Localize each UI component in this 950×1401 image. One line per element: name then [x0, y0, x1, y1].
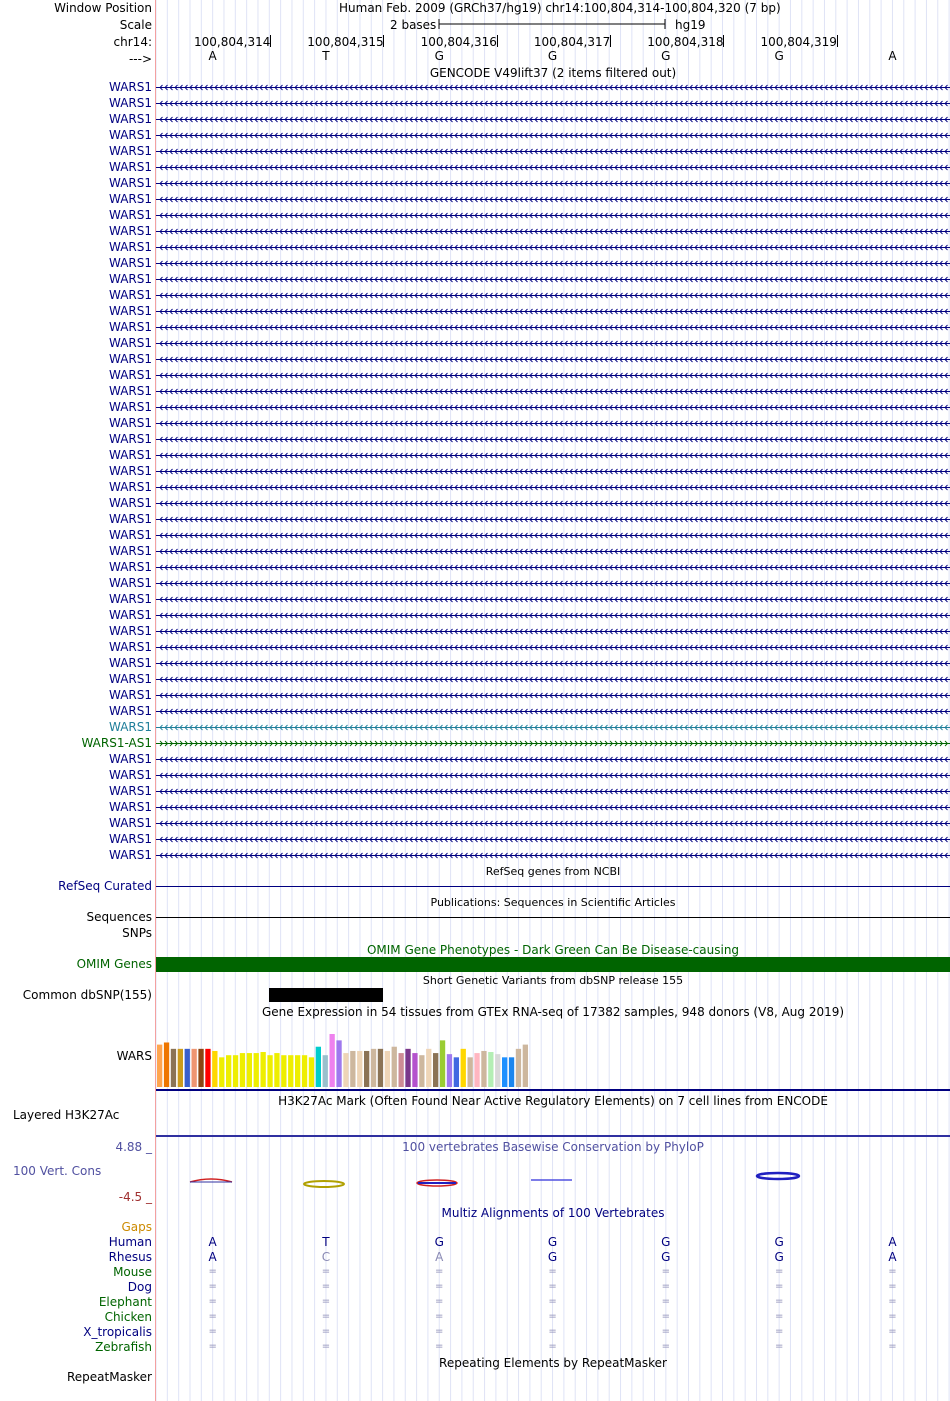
base-letter: G [547, 49, 558, 63]
gtex-tissue-bar[interactable] [281, 1055, 286, 1087]
gencode-transcript-line[interactable] [156, 211, 950, 220]
h3k27ac-line [156, 1135, 950, 1137]
dbsnp-variant[interactable] [269, 988, 383, 1002]
gtex-tissue-bar[interactable] [385, 1051, 390, 1087]
gencode-transcript-label[interactable]: WARS1 [108, 320, 152, 334]
gencode-transcript-label[interactable]: WARS1 [108, 832, 152, 846]
gtex-tissue-bar[interactable] [516, 1049, 521, 1087]
alignment-base: G [774, 1235, 784, 1249]
gencode-transcript-label[interactable]: WARS1 [108, 208, 152, 222]
h3k27ac-label[interactable]: Layered H3K27Ac [13, 1108, 120, 1122]
scale-value: 2 bases [390, 18, 437, 32]
base-letter: G [661, 49, 671, 63]
repeatmasker-label[interactable]: RepeatMasker [66, 1370, 152, 1384]
gencode-transcript-line[interactable] [156, 83, 950, 92]
gencode-track-title[interactable]: GENCODE V49lift37 (2 items filtered out) [429, 66, 677, 80]
gtex-tissue-bar[interactable] [336, 1040, 341, 1087]
alignment-base: G [434, 1235, 444, 1249]
gtex-tissue-bar[interactable] [461, 1049, 466, 1087]
gtex-tissue-bar[interactable] [412, 1053, 417, 1087]
alignment-base: = [435, 1296, 444, 1307]
gencode-transcript-line[interactable] [156, 435, 950, 444]
alignment-base: C [321, 1250, 331, 1264]
alignment-base: = [208, 1296, 217, 1307]
gtex-tissue-bar[interactable] [233, 1055, 238, 1087]
alignment-base: = [888, 1341, 897, 1352]
alignment-base: = [321, 1341, 331, 1352]
species-label[interactable]: Zebrafish [95, 1340, 152, 1354]
window-position-value[interactable]: Human Feb. 2009 (GRCh37/hg19) chr14:100,804,314-100,804,320 (7 bp) [339, 1, 781, 15]
gencode-transcript-label[interactable]: WARS1 [108, 656, 152, 670]
gencode-transcript-label[interactable]: WARS1 [108, 672, 152, 686]
gencode-transcript-line[interactable] [156, 755, 950, 764]
alignment-base: = [435, 1311, 444, 1322]
gencode-transcript-label[interactable]: WARS1 [108, 544, 152, 558]
gencode-transcript-label[interactable]: WARS1 [108, 480, 152, 494]
gtex-tissue-bar[interactable] [350, 1051, 355, 1087]
gtex-tissue-bar[interactable] [364, 1051, 369, 1087]
gtex-tissue-bar[interactable] [343, 1053, 348, 1087]
gencode-transcript-label[interactable]: WARS1 [108, 112, 152, 126]
alignment-base: A [888, 1250, 897, 1264]
gencode-transcript-label[interactable]: WARS1 [108, 720, 152, 734]
gtex-tissue-bar[interactable] [419, 1055, 424, 1087]
scale-bar [438, 17, 668, 31]
gencode-transcript-line[interactable] [156, 739, 950, 748]
gencode-transcript-line[interactable] [156, 819, 950, 828]
omim-bar[interactable] [156, 957, 950, 972]
gencode-transcript-label[interactable]: WARS1 [108, 160, 152, 174]
gtex-tissue-bar[interactable] [433, 1053, 438, 1087]
ruler-position: 100,804,319 [760, 35, 837, 49]
alignment-base: = [774, 1266, 784, 1277]
gtex-tissue-bar[interactable] [357, 1051, 362, 1087]
gencode-transcript-line[interactable] [156, 275, 950, 284]
ruler-tick [270, 35, 271, 47]
gencode-transcript-label[interactable]: WARS1 [108, 384, 152, 398]
gencode-transcript-label[interactable]: WARS1 [108, 848, 152, 862]
gtex-tissue-bar[interactable] [247, 1053, 252, 1087]
species-label[interactable]: Mouse [113, 1265, 152, 1279]
chrom-label: chr14: [113, 35, 152, 49]
gtex-tissue-bar[interactable] [468, 1057, 473, 1087]
gtex-tissue-bar[interactable] [454, 1057, 459, 1087]
alignment-base: = [208, 1326, 217, 1337]
gencode-transcript-line[interactable] [156, 531, 950, 540]
gencode-transcript-label[interactable]: WARS1 [108, 352, 152, 366]
refseq-track-title[interactable]: RefSeq genes from NCBI [485, 865, 621, 878]
phylop-min: -4.5 _ [118, 1190, 152, 1204]
ruler-position: 100,804,317 [533, 35, 611, 49]
gencode-transcript-line[interactable] [156, 499, 950, 508]
alignment-base: A [435, 1250, 444, 1264]
alignment-base: = [548, 1281, 557, 1292]
gencode-transcript-label[interactable]: WARS1-AS1 [81, 736, 152, 750]
phylop-max: 4.88 _ [115, 1140, 152, 1154]
alignment-base: = [208, 1266, 217, 1277]
multiz-track-title[interactable]: Multiz Alignments of 100 Vertebrates [441, 1206, 665, 1220]
gtex-tissue-bar[interactable] [330, 1034, 335, 1087]
dbsnp-track-title[interactable]: Short Genetic Variants from dbSNP release 155 [422, 974, 684, 987]
gtex-tissue-bar[interactable] [392, 1047, 397, 1087]
alignment-base: = [208, 1281, 217, 1292]
gencode-transcript-line[interactable] [156, 243, 950, 252]
gtex-bar-chart[interactable] [156, 1019, 556, 1089]
gtex-tissue-bar[interactable] [212, 1051, 217, 1087]
gtex-tissue-bar[interactable] [371, 1049, 376, 1087]
repeatmasker-track-title[interactable]: Repeating Elements by RepeatMasker [439, 1356, 667, 1370]
window-position-label: Window Position [54, 1, 152, 15]
scale-label: Scale [119, 18, 152, 32]
gtex-tissue-bar[interactable] [440, 1040, 445, 1087]
alignment-base: T [322, 1235, 330, 1249]
gencode-transcript-label[interactable]: WARS1 [108, 144, 152, 158]
gencode-transcript-label[interactable]: WARS1 [108, 608, 152, 622]
base-letter: A [208, 49, 217, 63]
gencode-transcript-line[interactable] [156, 771, 950, 780]
gencode-transcript-label[interactable]: WARS1 [108, 80, 152, 94]
alignment-base: = [548, 1296, 557, 1307]
gencode-transcript-label[interactable]: WARS1 [108, 592, 152, 606]
gencode-transcript-line[interactable] [156, 483, 950, 492]
gtex-tissue-bar[interactable] [523, 1045, 528, 1087]
alignment-base: A [208, 1235, 217, 1249]
publications-line[interactable] [156, 917, 950, 918]
gtex-track-title[interactable]: Gene Expression in 54 tissues from GTEx RNA-seq of 17382 samples, 948 donors (V8, Aug 2019) [261, 1005, 845, 1019]
alignment-base: = [888, 1311, 897, 1322]
species-label[interactable]: Dog [127, 1280, 152, 1294]
species-label[interactable]: X_tropicalis [83, 1325, 152, 1339]
gencode-transcript-line[interactable] [156, 467, 950, 476]
gencode-transcript-label[interactable]: WARS1 [108, 464, 152, 478]
ruler-position: 100,804,316 [420, 35, 497, 49]
gencode-transcript-line[interactable] [156, 835, 950, 844]
gaps-label[interactable]: Gaps [121, 1220, 152, 1234]
ruler-tick [723, 35, 724, 47]
gencode-transcript-line[interactable] [156, 787, 950, 796]
gtex-tissue-bar[interactable] [219, 1057, 224, 1087]
alignment-base: = [208, 1341, 217, 1352]
gencode-transcript-label[interactable]: WARS1 [108, 576, 152, 590]
alignment-base: = [661, 1341, 671, 1352]
ruler-tick [610, 35, 611, 47]
gencode-transcript-line[interactable] [156, 691, 950, 700]
alignment-base: = [774, 1281, 784, 1292]
gencode-transcript-line[interactable] [156, 803, 950, 812]
alignment-base: = [321, 1311, 331, 1322]
alignment-base: = [774, 1311, 784, 1322]
alignment-base: = [661, 1326, 671, 1337]
gencode-transcript-label[interactable]: WARS1 [108, 816, 152, 830]
alignment-base: = [888, 1326, 897, 1337]
gencode-transcript-label[interactable]: WARS1 [108, 416, 152, 430]
gtex-tissue-bar[interactable] [171, 1049, 176, 1087]
gtex-baseline [156, 1089, 950, 1091]
gtex-tissue-bar[interactable] [261, 1052, 266, 1087]
gencode-transcript-label[interactable]: WARS1 [108, 768, 152, 782]
gencode-transcript-label[interactable]: WARS1 [108, 176, 152, 190]
gencode-transcript-label[interactable]: WARS1 [108, 288, 152, 302]
gencode-transcript-line[interactable] [156, 595, 950, 604]
gencode-transcript-line[interactable] [156, 659, 950, 668]
gencode-transcript-line[interactable] [156, 451, 950, 460]
gtex-tissue-bar[interactable] [240, 1053, 245, 1087]
alignment-base: = [661, 1296, 671, 1307]
alignment-base: = [435, 1326, 444, 1337]
gtex-tissue-bar[interactable] [205, 1049, 210, 1087]
gtex-tissue-bar[interactable] [399, 1053, 404, 1087]
gencode-transcript-label[interactable]: WARS1 [108, 800, 152, 814]
gtex-tissue-bar[interactable] [164, 1042, 169, 1087]
omim-label[interactable]: OMIM Genes [76, 957, 152, 971]
gencode-transcript-line[interactable] [156, 707, 950, 716]
gencode-transcript-label[interactable]: WARS1 [108, 192, 152, 206]
gencode-transcript-label[interactable]: WARS1 [108, 224, 152, 238]
gencode-transcript-label[interactable]: WARS1 [108, 512, 152, 526]
gencode-transcript-line[interactable] [156, 179, 950, 188]
gencode-transcript-label[interactable]: WARS1 [108, 640, 152, 654]
gtex-tissue-bar[interactable] [302, 1055, 307, 1087]
gencode-transcript-label[interactable]: WARS1 [108, 624, 152, 638]
gencode-transcript-label[interactable]: WARS1 [108, 336, 152, 350]
gencode-transcript-line[interactable] [156, 419, 950, 428]
alignment-base: = [888, 1296, 897, 1307]
gencode-transcript-line[interactable] [156, 643, 950, 652]
gencode-transcript-label[interactable]: WARS1 [108, 96, 152, 110]
publications-track-title[interactable]: Publications: Sequences in Scientific Articles [430, 896, 676, 909]
alignment-base: A [888, 1235, 897, 1249]
refseq-line[interactable] [156, 886, 950, 887]
gencode-transcript-line[interactable] [156, 339, 950, 348]
alignment-base: = [321, 1296, 331, 1307]
gencode-transcript-line[interactable] [156, 147, 950, 156]
scale-assembly: hg19 [675, 18, 706, 32]
gencode-transcript-line[interactable] [156, 115, 950, 124]
alignment-base: = [888, 1281, 897, 1292]
gtex-tissue-bar[interactable] [474, 1053, 479, 1087]
gencode-transcript-line[interactable] [156, 195, 950, 204]
gtex-tissue-bar[interactable] [481, 1051, 486, 1087]
refseq-label[interactable]: RefSeq Curated [58, 879, 152, 893]
species-label[interactable]: Human [108, 1235, 152, 1249]
publications-label[interactable]: Sequences [86, 910, 152, 924]
gencode-transcript-label[interactable]: WARS1 [108, 400, 152, 414]
gtex-tissue-bar[interactable] [495, 1054, 500, 1087]
alignment-base: = [435, 1281, 444, 1292]
alignment-base: = [661, 1311, 671, 1322]
gtex-tissue-bar[interactable] [192, 1049, 197, 1087]
alignment-base: = [435, 1341, 444, 1352]
gencode-transcript-line[interactable] [156, 259, 950, 268]
gtex-tissue-bar[interactable] [198, 1049, 203, 1087]
gencode-transcript-line[interactable] [156, 851, 950, 860]
gencode-transcript-line[interactable] [156, 131, 950, 140]
gencode-transcript-line[interactable] [156, 371, 950, 380]
gencode-transcript-line[interactable] [156, 163, 950, 172]
gencode-transcript-line[interactable] [156, 723, 950, 732]
gencode-transcript-label[interactable]: WARS1 [108, 304, 152, 318]
gencode-transcript-line[interactable] [156, 227, 950, 236]
alignment-base: = [321, 1266, 331, 1277]
gencode-transcript-label[interactable]: WARS1 [108, 704, 152, 718]
base-letter: A [888, 49, 897, 63]
gtex-tissue-bar[interactable] [288, 1055, 293, 1087]
alignment-base: G [547, 1235, 558, 1249]
alignment-base: = [888, 1266, 897, 1277]
strand-label[interactable]: ---> [128, 52, 152, 66]
gencode-transcript-label[interactable]: WARS1 [108, 784, 152, 798]
alignment-base: = [548, 1266, 557, 1277]
gtex-tissue-bar[interactable] [254, 1053, 259, 1087]
alignment-base: G [774, 1250, 784, 1264]
gencode-transcript-line[interactable] [156, 611, 950, 620]
gencode-transcript-line[interactable] [156, 323, 950, 332]
gencode-transcript-line[interactable] [156, 403, 950, 412]
gtex-tissue-bar[interactable] [274, 1053, 279, 1087]
base-letter: G [774, 49, 784, 63]
alignment-base: G [661, 1250, 671, 1264]
alignment-base: = [548, 1341, 557, 1352]
alignment-base: G [661, 1235, 671, 1249]
alignment-base: = [548, 1326, 557, 1337]
ruler-tick [497, 35, 498, 47]
gtex-tissue-bar[interactable] [509, 1057, 514, 1087]
gencode-transcript-line[interactable] [156, 99, 950, 108]
gtex-tissue-bar[interactable] [378, 1049, 383, 1087]
gtex-tissue-bar[interactable] [226, 1055, 231, 1087]
gtex-tissue-bar[interactable] [323, 1055, 328, 1087]
gencode-transcript-label[interactable]: WARS1 [108, 496, 152, 510]
gencode-transcript-line[interactable] [156, 291, 950, 300]
ruler-position: 100,804,314 [194, 35, 271, 49]
alignment-base: = [548, 1311, 557, 1322]
dbsnp-label[interactable]: Common dbSNP(155) [22, 988, 152, 1002]
base-letter: T [322, 49, 330, 63]
phylop-track-title[interactable]: 100 vertebrates Basewise Conservation by PhyloP [402, 1140, 704, 1154]
ruler-tick [837, 35, 838, 47]
gencode-transcript-line[interactable] [156, 355, 950, 364]
ruler-tick [383, 35, 384, 47]
gencode-transcript-label[interactable]: WARS1 [108, 272, 152, 286]
gencode-transcript-line[interactable] [156, 515, 950, 524]
gencode-transcript-line[interactable] [156, 547, 950, 556]
gtex-tissue-bar[interactable] [178, 1049, 183, 1087]
gencode-transcript-line[interactable] [156, 579, 950, 588]
alignment-base: = [661, 1281, 671, 1292]
alignment-base: = [774, 1326, 784, 1337]
gencode-transcript-label[interactable]: WARS1 [108, 128, 152, 142]
alignment-base: = [661, 1266, 671, 1277]
alignment-base: = [435, 1266, 444, 1277]
gencode-transcript-line[interactable] [156, 387, 950, 396]
species-label[interactable]: Chicken [104, 1310, 152, 1324]
gtex-tissue-bar[interactable] [488, 1052, 493, 1087]
alignment-base: G [547, 1250, 558, 1264]
gencode-transcript-label[interactable]: WARS1 [108, 752, 152, 766]
gencode-transcript-label[interactable]: WARS1 [108, 368, 152, 382]
alignment-base: = [774, 1341, 784, 1352]
phylop-logo-glyphs[interactable] [156, 1168, 950, 1192]
alignment-base: = [321, 1326, 331, 1337]
species-label[interactable]: Rhesus [108, 1250, 152, 1264]
phylop-label[interactable]: 100 Vert. Cons [13, 1164, 102, 1178]
gencode-transcript-label[interactable]: WARS1 [108, 240, 152, 254]
gencode-transcript-line[interactable] [156, 307, 950, 316]
alignment-base: = [774, 1296, 784, 1307]
ruler-position: 100,804,318 [647, 35, 724, 49]
gtex-tissue-bar[interactable] [426, 1049, 431, 1087]
gtex-tissue-bar[interactable] [267, 1055, 272, 1087]
gencode-transcript-label[interactable]: WARS1 [108, 448, 152, 462]
gencode-transcript-label[interactable]: WARS1 [108, 256, 152, 270]
gtex-tissue-bar[interactable] [405, 1049, 410, 1087]
alignment-base: = [208, 1311, 217, 1322]
gencode-transcript-label[interactable]: WARS1 [108, 560, 152, 574]
base-letter: G [434, 49, 444, 63]
gencode-transcript-line[interactable] [156, 563, 950, 572]
gtex-tissue-bar[interactable] [316, 1047, 321, 1087]
gtex-label[interactable]: WARS [116, 1049, 152, 1063]
alignment-base: = [321, 1281, 331, 1292]
gencode-transcript-label[interactable]: WARS1 [108, 688, 152, 702]
gencode-transcript-line[interactable] [156, 675, 950, 684]
species-label[interactable]: Elephant [98, 1295, 152, 1309]
gtex-tissue-bar[interactable] [295, 1055, 300, 1087]
alignment-base: A [208, 1250, 217, 1264]
gencode-transcript-line[interactable] [156, 627, 950, 636]
gencode-transcript-label[interactable]: WARS1 [108, 528, 152, 542]
snps-label[interactable]: SNPs [122, 926, 152, 940]
ruler-position: 100,804,315 [307, 35, 384, 49]
gtex-tissue-bar[interactable] [447, 1054, 452, 1087]
gtex-tissue-bar[interactable] [309, 1057, 314, 1087]
h3k27ac-track-title[interactable]: H3K27Ac Mark (Often Found Near Active Regulatory Elements) on 7 cell lines from ENCODE [278, 1094, 828, 1108]
gtex-tissue-bar[interactable] [185, 1049, 190, 1087]
gencode-transcript-label[interactable]: WARS1 [108, 432, 152, 446]
gtex-tissue-bar[interactable] [157, 1045, 162, 1087]
omim-track-title[interactable]: OMIM Gene Phenotypes - Dark Green Can Be Disease-causing [366, 943, 740, 957]
gtex-tissue-bar[interactable] [502, 1057, 507, 1087]
